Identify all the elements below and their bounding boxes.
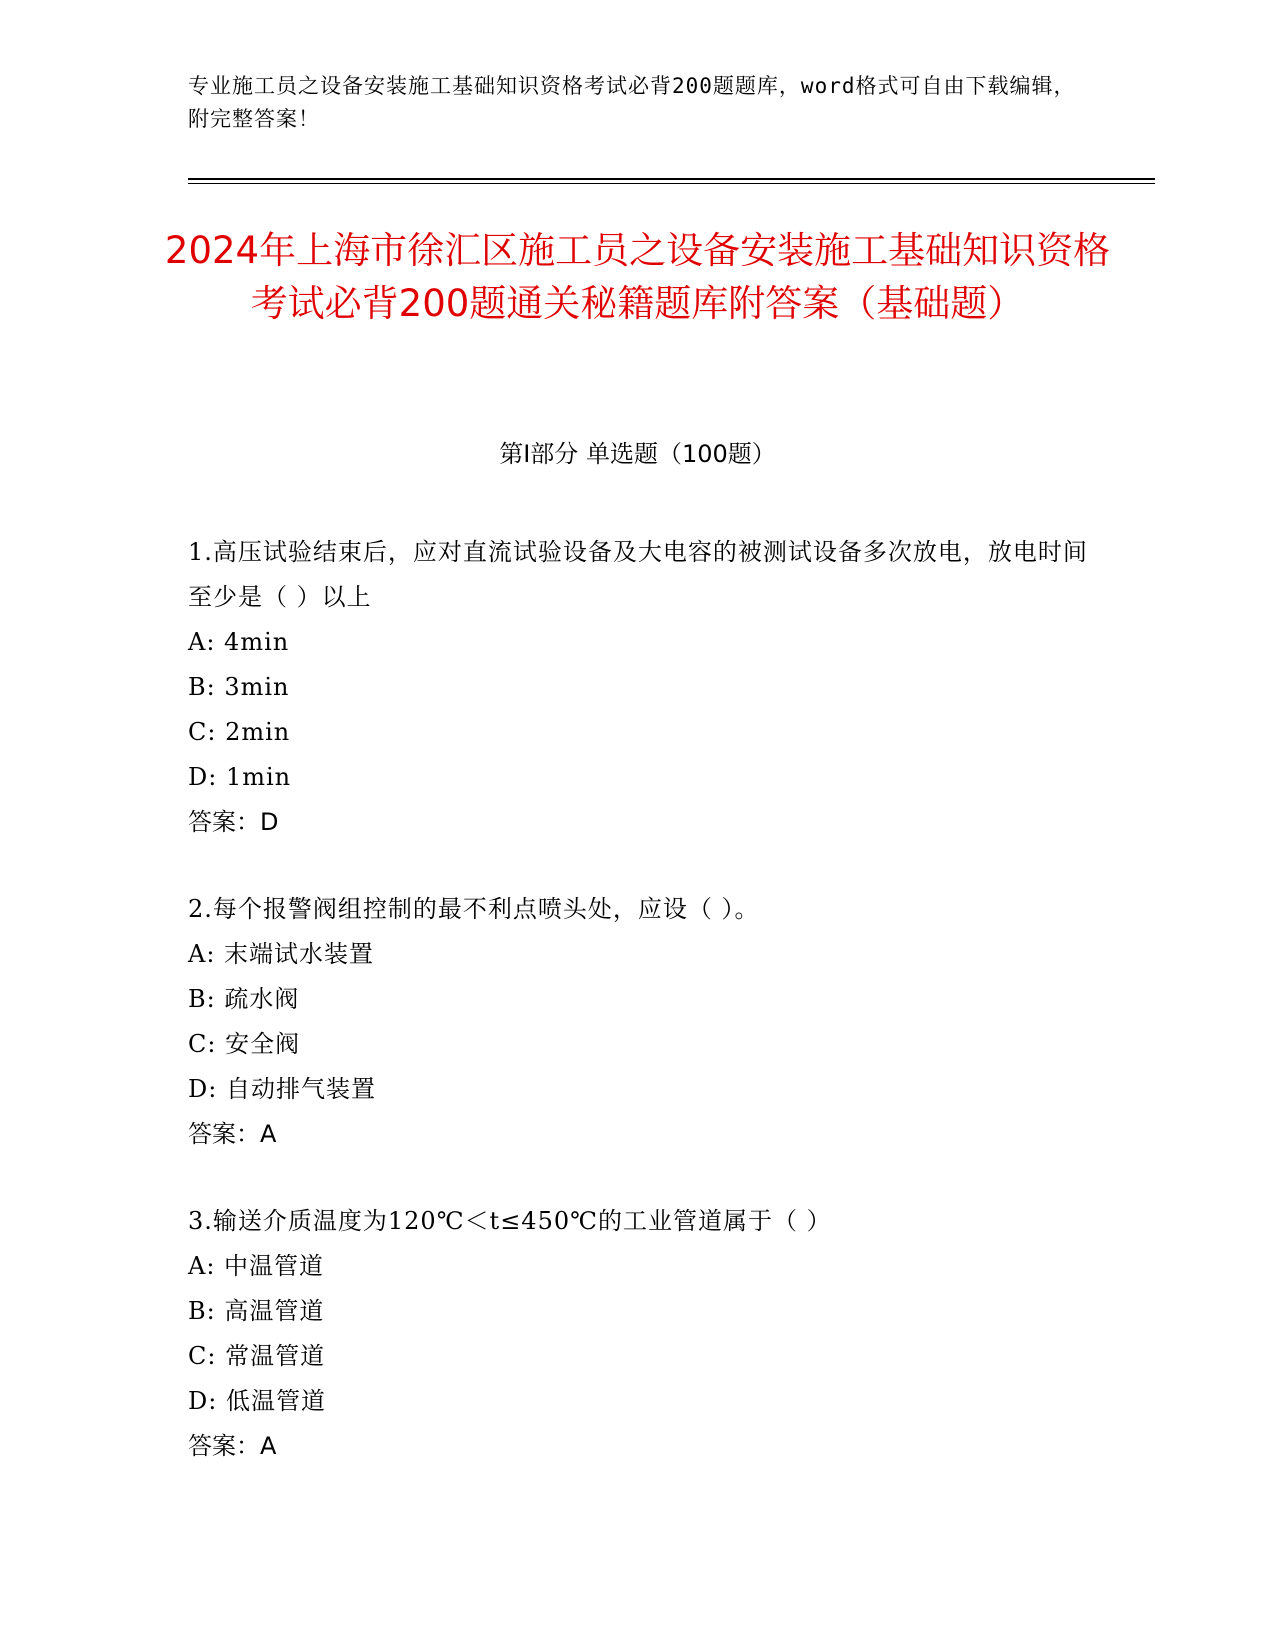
answer-line: 答案：D	[188, 808, 279, 836]
document-title: 2024年上海市徐汇区施工员之设备安装施工基础知识资格考试必背200题通关秘籍题库附答案（基础题）	[164, 229, 1111, 325]
option-a: A: 末端试水装置	[188, 940, 375, 968]
answer-line: 答案：A	[188, 1432, 277, 1460]
header-divider-thick	[188, 178, 1155, 180]
option-b: B: 3min	[188, 673, 290, 701]
option-c: C: 安全阀	[188, 1030, 301, 1058]
question-list	[188, 530, 1088, 1511]
option-a: A: 4min	[188, 628, 290, 656]
question-item	[188, 530, 1088, 845]
question-item	[188, 887, 1088, 1157]
option-d: D: 自动排气装置	[188, 1075, 376, 1103]
header-divider-thin	[188, 183, 1155, 184]
section-heading: 第Ⅰ部分 单选题（100题）	[499, 440, 776, 468]
option-b: B: 高温管道	[188, 1297, 325, 1325]
question-stem: 3.输送介质温度为120℃＜t≤450℃的工业管道属于（ ）	[188, 1207, 832, 1235]
option-d: D: 低温管道	[188, 1387, 326, 1415]
question-item	[188, 1199, 1088, 1469]
option-c: C: 常温管道	[188, 1342, 326, 1370]
question-stem: 1.高压试验结束后，应对直流试验设备及大电容的被测试设备多次放电，放电时间至少是（ ）以上	[188, 538, 1088, 611]
option-c: C: 2min	[188, 718, 291, 746]
option-a: A: 中温管道	[188, 1252, 325, 1280]
question-stem: 2.每个报警阀组控制的最不利点喷头处，应设（ ）。	[188, 895, 760, 923]
answer-line: 答案：A	[188, 1120, 277, 1148]
option-d: D: 1min	[188, 763, 292, 791]
header-note: 专业施工员之设备安装施工基础知识资格考试必背200题题库，word格式可自由下载编辑，附完整答案！	[188, 74, 1076, 131]
option-b: B: 疏水阀	[188, 985, 300, 1013]
